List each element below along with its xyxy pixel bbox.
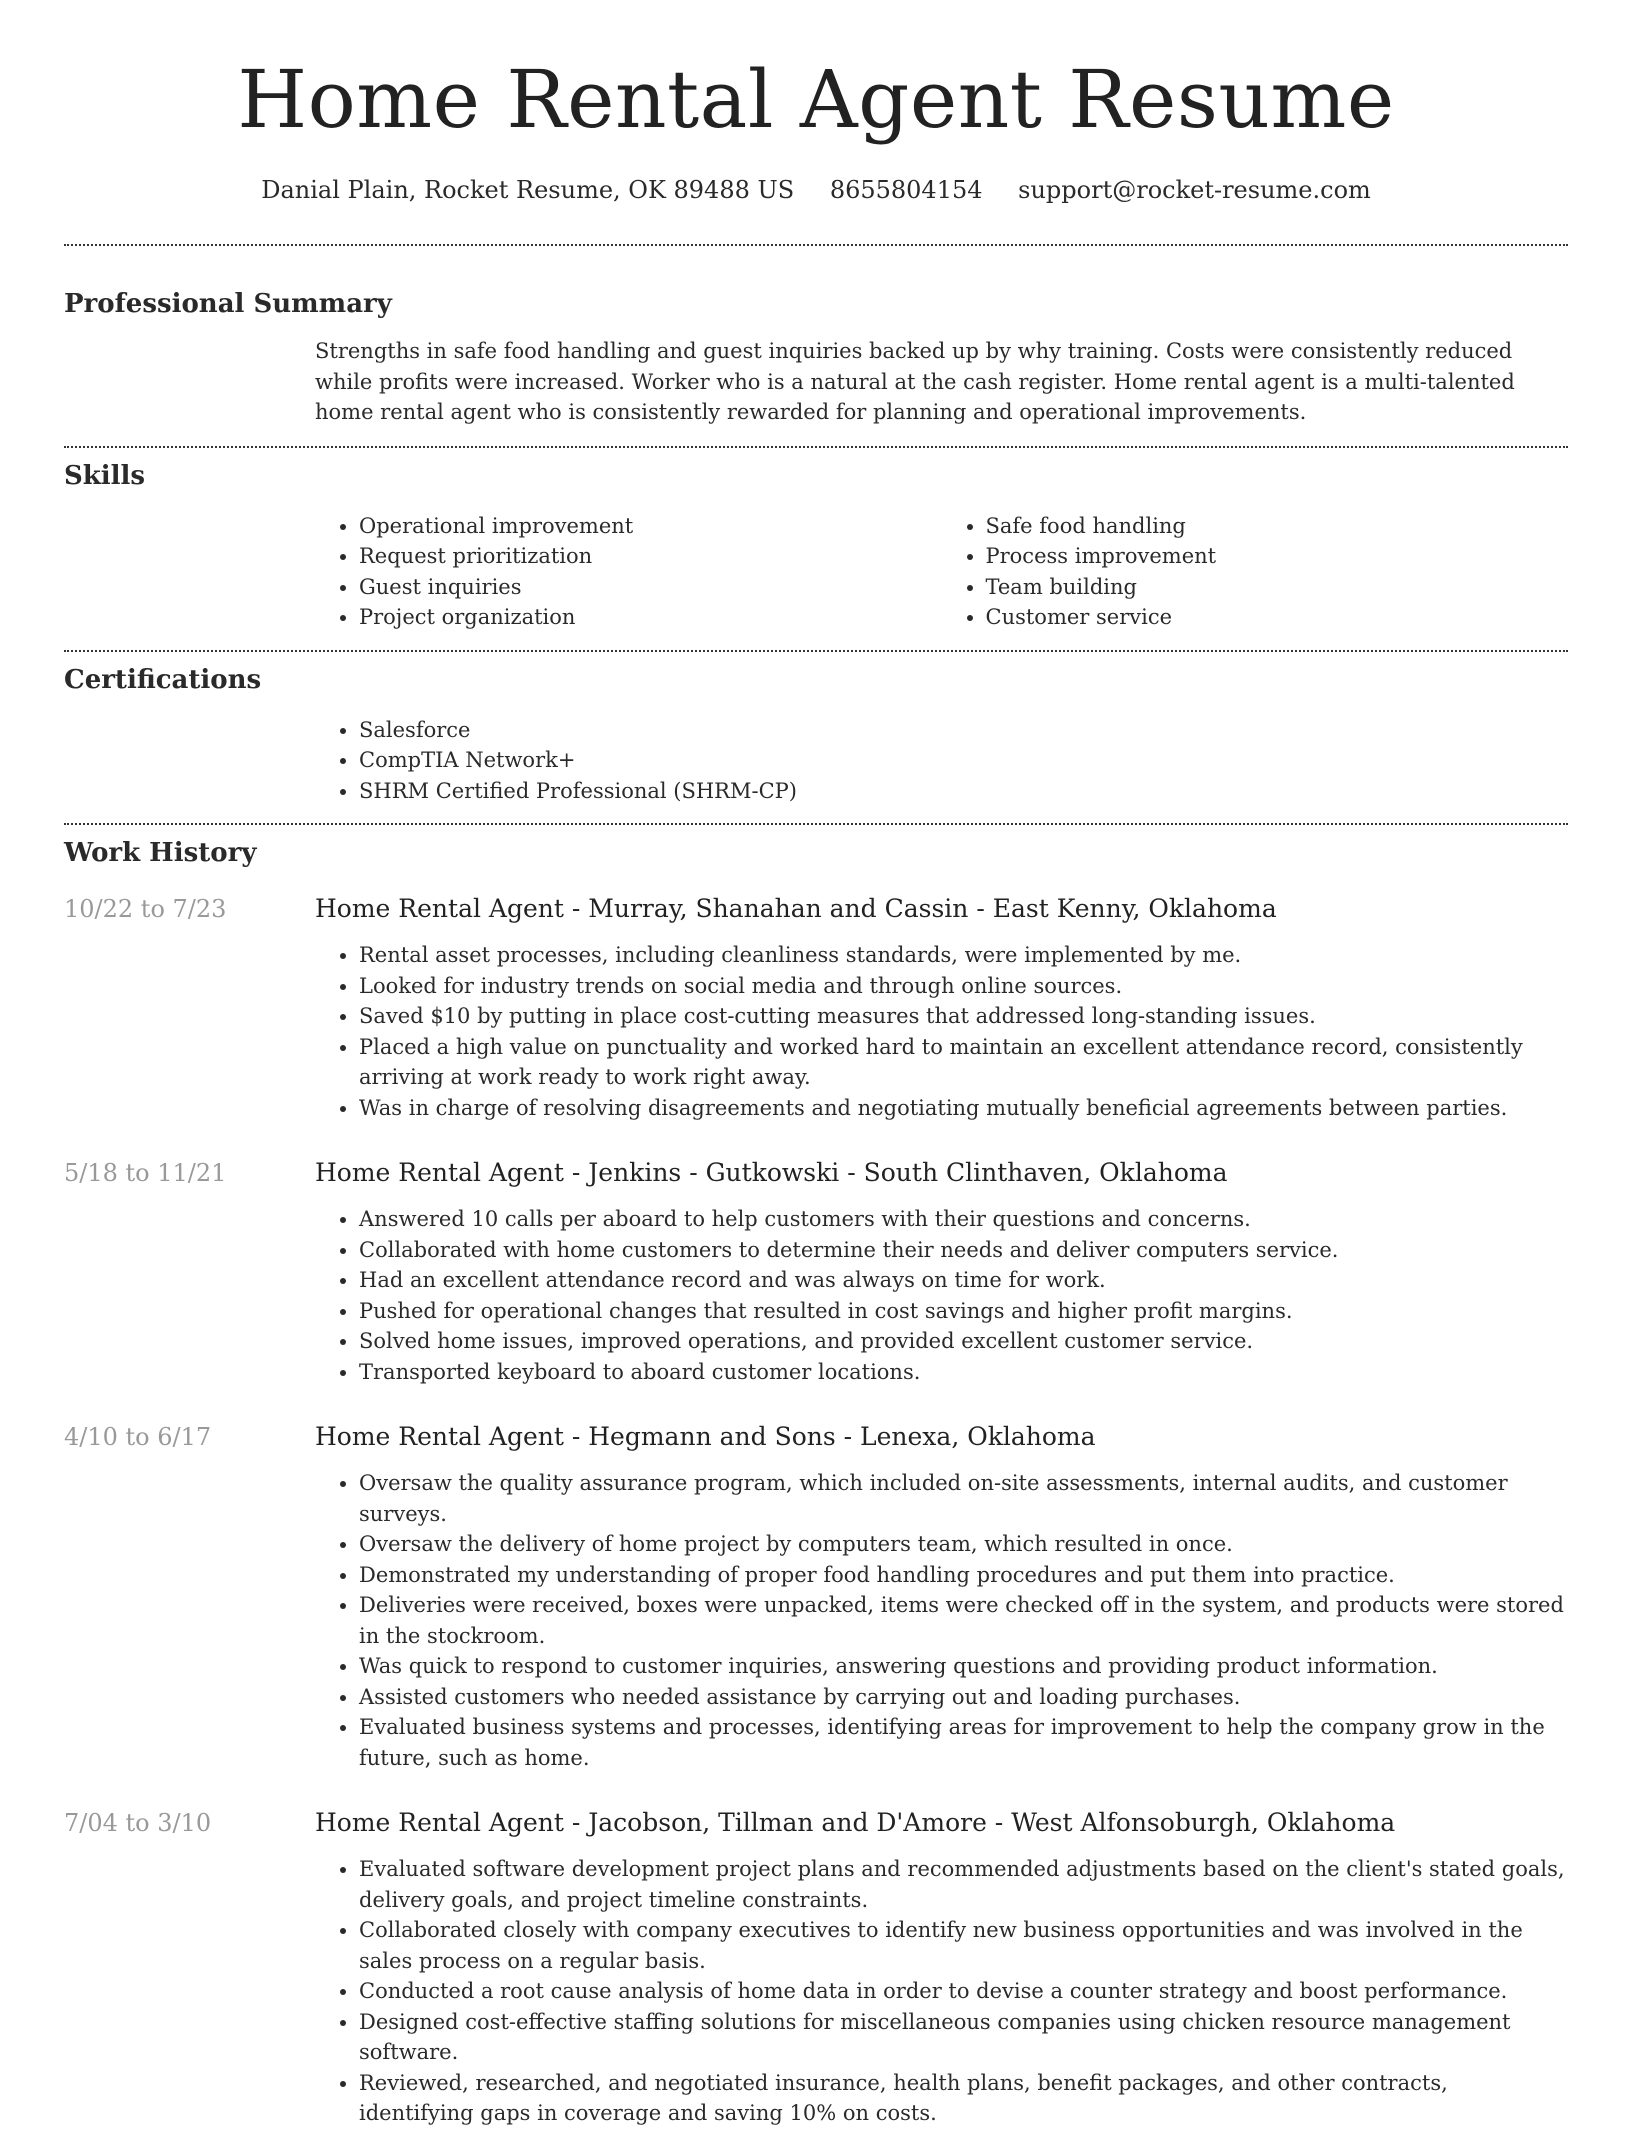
certification-item: • CompTIA Network+: [359, 745, 1568, 776]
divider: [64, 823, 1568, 825]
certification-item: • Salesforce: [359, 715, 1568, 746]
job-bullet: • Assisted customers who needed assistance by carrying out and loading purchases.: [359, 1682, 1568, 1713]
job-bullets: [315, 1204, 1568, 1387]
job-bullet: • Collaborated closely with company executives to identify new business opportunities and was involved in the sales process on a regular basis.: [359, 1915, 1568, 1976]
skill-item: • Process improvement: [986, 541, 1569, 572]
job-bullets: [315, 940, 1568, 1123]
job-bullets: [315, 1468, 1568, 1773]
contact-email[interactable]: support@rocket-resume.com: [1018, 176, 1371, 204]
job-bullet: • Was in charge of resolving disagreements and negotiating mutually beneficial agreements between parties.: [359, 1093, 1568, 1124]
skill-item: • Customer service: [986, 602, 1569, 633]
job-entry: [64, 1157, 1568, 1387]
job-bullets: [315, 1854, 1568, 2129]
job-bullet: • Oversaw the quality assurance program, which included on-site assessments, internal audits, and customer surveys.: [359, 1468, 1568, 1529]
job-bullet: • Demonstrated my understanding of proper food handling procedures and put them into practice.: [359, 1560, 1568, 1591]
job-entry: [64, 893, 1568, 1123]
job-bullet: • Evaluated software development project plans and recommended adjustments based on the client's stated goals, delivery goals, and project timeline constraints.: [359, 1854, 1568, 1915]
job-bullet: • Reviewed, researched, and negotiated insurance, health plans, benefit packages, and other contracts, identifying gaps in coverage and saving 10% on costs.: [359, 2068, 1568, 2129]
job-bullet: • Pushed for operational changes that resulted in cost savings and higher profit margins.: [359, 1296, 1568, 1327]
job-bullet: • Placed a high value on punctuality and worked hard to maintain an excellent attendance record, consistently arriving at work ready to work right away.: [359, 1032, 1568, 1093]
job-title: Home Rental Agent - Jacobson, Tillman and D'Amore - West Alfonsoburgh, Oklahoma: [315, 1808, 1396, 1837]
skill-item: • Project organization: [359, 602, 942, 633]
job-bullet: • Evaluated business systems and processes, identifying areas for improvement to help the company grow in the future, such as home.: [359, 1712, 1568, 1773]
skill-item: • Operational improvement: [359, 511, 942, 542]
job-title: Home Rental Agent - Jenkins - Gutkowski - South Clinthaven, Oklahoma: [315, 1158, 1228, 1187]
certifications-list: [315, 715, 1568, 807]
skills-list-right: [942, 511, 1569, 633]
skills-grid: [315, 511, 1568, 633]
resume-title: Home Rental Agent Resume: [237, 53, 1395, 146]
section-title-certifications: Certifications: [64, 664, 262, 695]
job-header: [64, 1807, 1568, 1839]
job-entry: [64, 1807, 1568, 2129]
contact-phone: 8655804154: [829, 176, 983, 204]
job-dates: 10/22 to 7/23: [64, 895, 227, 923]
divider: [64, 650, 1568, 652]
certification-item: • SHRM Certified Professional (SHRM-CP): [359, 776, 1568, 807]
job-dates: 7/04 to 3/10: [64, 1809, 212, 1837]
skill-item: • Guest inquiries: [359, 572, 942, 603]
job-bullet: • Was quick to respond to customer inquiries, answering questions and providing product information.: [359, 1651, 1568, 1682]
divider: [64, 244, 1568, 246]
job-dates: 5/18 to 11/21: [64, 1159, 227, 1187]
job-bullet: • Deliveries were received, boxes were unpacked, items were checked off in the system, and products were stored in the stockroom.: [359, 1590, 1568, 1651]
work-history-section: [64, 836, 1568, 2129]
job-header: [64, 1421, 1568, 1453]
skill-item: • Team building: [986, 572, 1569, 603]
skills-list-left: [315, 511, 942, 633]
job-header: [64, 1157, 1568, 1189]
job-bullet: • Looked for industry trends on social media and through online sources.: [359, 971, 1568, 1002]
job-bullet: • Collaborated with home customers to determine their needs and deliver computers service.: [359, 1235, 1568, 1266]
skill-item: • Safe food handling: [986, 511, 1569, 542]
contact-line: [64, 174, 1568, 206]
resume-page: [64, 0, 1568, 2129]
job-bullet: • Transported keyboard to aboard customer locations.: [359, 1357, 1568, 1388]
job-bullet: • Conducted a root cause analysis of home data in order to devise a counter strategy and boost performance.: [359, 1976, 1568, 2007]
contact-address: Danial Plain, Rocket Resume, OK 89488 US: [261, 176, 795, 204]
summary-text: Strengths in safe food handling and guest inquiries backed up by why training. Costs were consistently reduced while profits were increased. Worker who is a natural at the cash register. Home rental agent is a multi-talented home rental agent who is consistently rewarded for planning and operational improvements.: [315, 339, 1515, 424]
summary-section: [64, 287, 1568, 428]
certifications-section: [64, 663, 1568, 807]
section-title-summary: Professional Summary: [64, 289, 392, 319]
job-entry: [64, 1421, 1568, 1773]
job-bullet: • Rental asset processes, including cleanliness standards, were implemented by me.: [359, 940, 1568, 971]
job-bullet: • Designed cost-effective staffing solutions for miscellaneous companies using chicken resource management software.: [359, 2007, 1568, 2068]
section-title-skills: Skills: [64, 460, 146, 491]
skill-item: • Request prioritization: [359, 541, 942, 572]
certifications-content: [315, 715, 1568, 807]
divider: [64, 446, 1568, 448]
job-bullet: • Had an excellent attendance record and was always on time for work.: [359, 1265, 1568, 1296]
job-dates: 4/10 to 6/17: [64, 1423, 212, 1451]
job-title: Home Rental Agent - Murray, Shanahan and Cassin - East Kenny, Oklahoma: [315, 894, 1277, 923]
job-title: Home Rental Agent - Hegmann and Sons - Lenexa, Oklahoma: [315, 1422, 1096, 1451]
job-bullet: • Saved $10 by putting in place cost-cutting measures that addressed long-standing issues.: [359, 1001, 1568, 1032]
job-bullet: • Oversaw the delivery of home project by computers team, which resulted in once.: [359, 1529, 1568, 1560]
skills-section: [64, 459, 1568, 633]
section-title-work-history: Work History: [64, 838, 257, 868]
job-header: [64, 893, 1568, 925]
job-bullet: • Answered 10 calls per aboard to help customers with their questions and concerns.: [359, 1204, 1568, 1235]
job-bullet: • Solved home issues, improved operations, and provided excellent customer service.: [359, 1326, 1568, 1357]
